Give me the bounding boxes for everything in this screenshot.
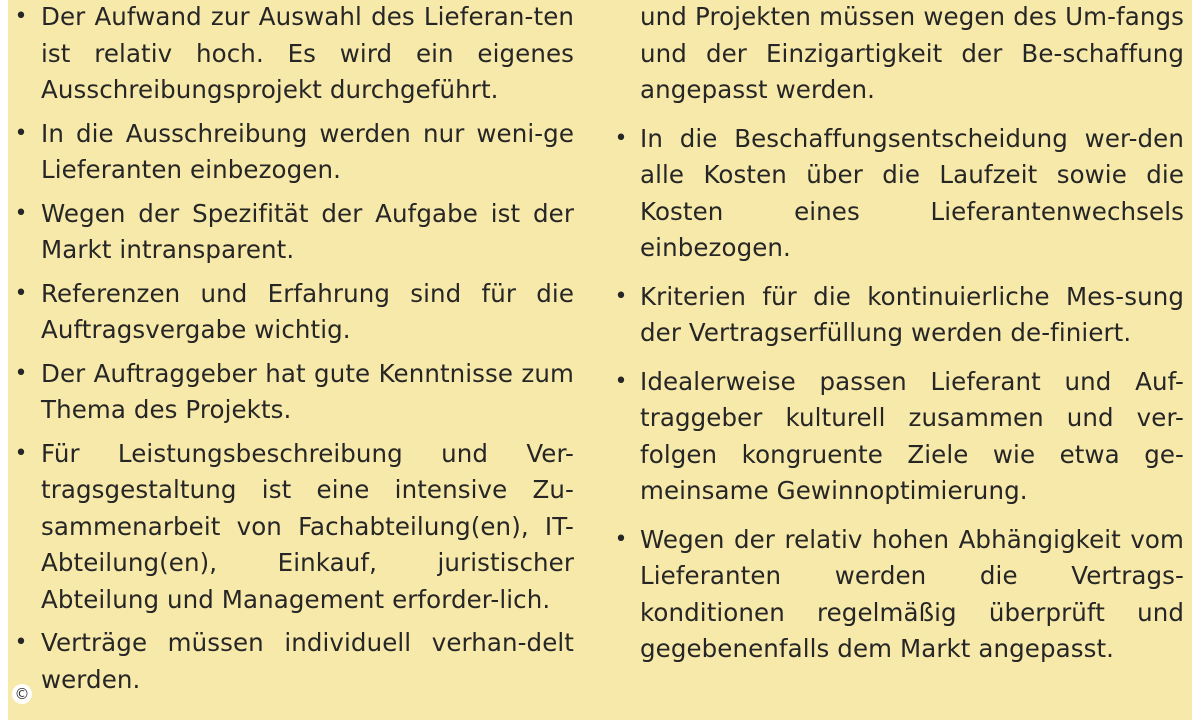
left-bullet-list [8, 0, 574, 705]
list-item: • Verträge müssen individuell verhan-delt werden. [8, 625, 574, 698]
right-bullet-list [608, 0, 1184, 680]
list-item: und Projekten müssen wegen des Um-fangs und der Einzigartigkeit der Be-schaffung angepasst werden. [640, 2, 1184, 104]
copyright-icon: © [12, 684, 32, 704]
list-item: • Wegen der Spezifität der Aufgabe ist der Markt intransparent. [8, 196, 574, 269]
list-item: • In die Beschaffungsentscheidung wer-den alle Kosten über die Laufzeit sowie die Kosten eines Lieferantenwechsels einbezogen. [608, 121, 1184, 267]
list-item: • Wegen der relativ hohen Abhängigkeit vom Lieferanten werden die Vertrags-konditionen regelmäßig überprüft und gegebenenfalls dem Markt angepasst. [608, 522, 1184, 668]
list-item: • Der Aufwand zur Auswahl des Lieferan-ten ist relativ hoch. Es wird ein eigenes Ausschreibungsprojekt durchgeführt. [8, 0, 574, 109]
list-item: • Kriterien für die kontinuierliche Mes-sung der Vertragserfüllung werden de-finiert. [608, 279, 1184, 352]
list-item: • Idealerweise passen Lieferant und Auf-traggeber kulturell zusammen und ver-folgen kongruente Ziele wie etwa ge-meinsame Gewinnoptimierung. [608, 364, 1184, 510]
list-item: • In die Ausschreibung werden nur weni-ge Lieferanten einbezogen. [8, 116, 574, 189]
list-item: • Der Auftraggeber hat gute Kenntnisse zum Thema des Projekts. [8, 356, 574, 429]
document-page [8, 0, 1192, 720]
list-item: • Referenzen und Erfahrung sind für die Auftragsvergabe wichtig. [8, 276, 574, 349]
list-item: • Für Leistungsbeschreibung und Ver-tragsgestaltung ist eine intensive Zu-sammenarbeit von Fachabteilung(en), IT-Abteilung(en), Einkauf, juristischer Abteilung und Management erforder-lich. [8, 436, 574, 619]
